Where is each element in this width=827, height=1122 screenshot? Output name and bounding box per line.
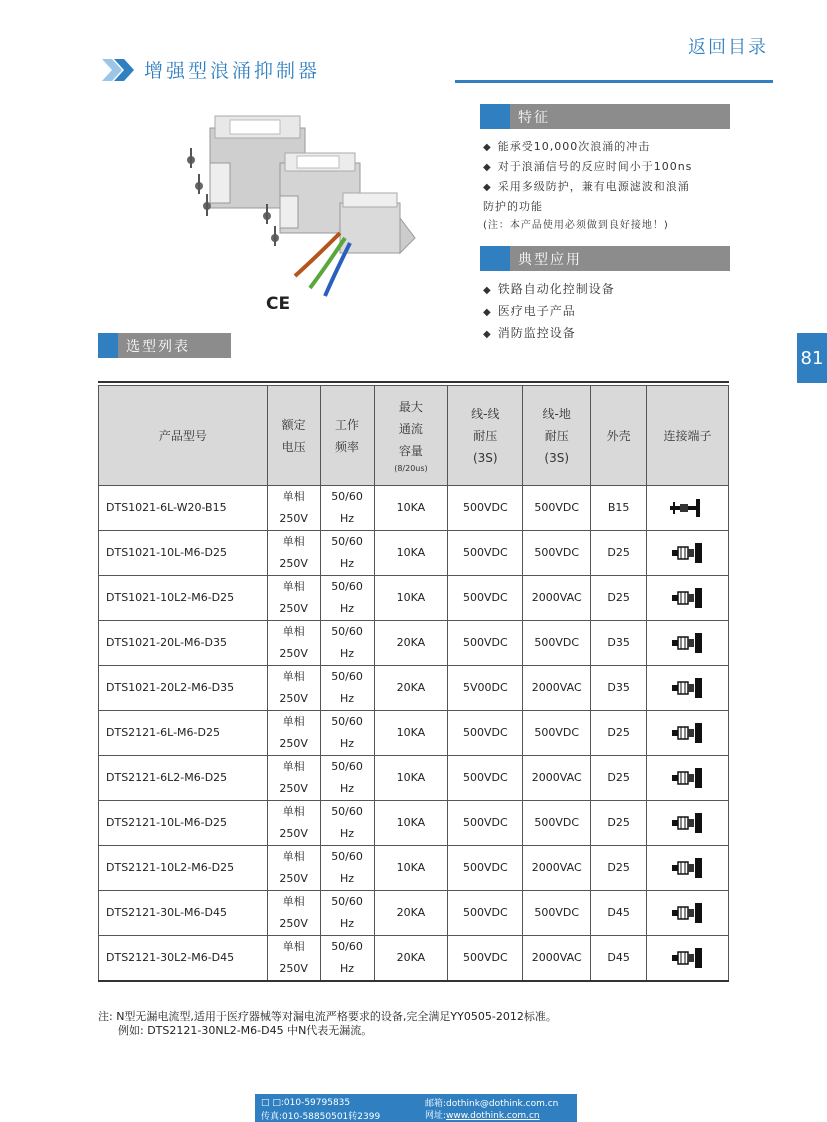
cell-voltage: 单相 250V [267, 936, 320, 982]
footnote-line: 注: N型无漏电流型,适用于医疗器械等对漏电流严格要求的设备,完全满足YY0505-2012标准。 [98, 1010, 557, 1023]
table-row [99, 846, 729, 891]
table-row [99, 486, 729, 531]
cell-line-line: 500VDC [448, 846, 523, 891]
cell-case: B15 [591, 486, 647, 531]
cell-voltage: 单相 250V [267, 891, 320, 936]
cell-case: D25 [591, 711, 647, 756]
table-row [99, 756, 729, 801]
table-header-row [99, 386, 729, 486]
cell-voltage: 单相 250V [267, 846, 320, 891]
cell-capacity: 20KA [374, 891, 448, 936]
bolt-terminal-icon [668, 856, 708, 880]
cell-case: D35 [591, 666, 647, 711]
cell-model: DTS1021-20L2-M6-D35 [99, 666, 268, 711]
table-row [99, 576, 729, 621]
features-heading-bar [480, 104, 730, 129]
cell-terminal [647, 486, 729, 531]
cell-terminal [647, 711, 729, 756]
cell-model: DTS2121-30L2-M6-D45 [99, 936, 268, 982]
list-item: ◆ 铁路自动化控制设备 [483, 279, 615, 301]
cell-line-line: 500VDC [448, 711, 523, 756]
cell-capacity: 10KA [374, 756, 448, 801]
cell-line-ground: 2000VAC [523, 846, 591, 891]
page-number-tab: 81 [797, 333, 827, 383]
cell-terminal [647, 801, 729, 846]
cell-line-ground: 2000VAC [523, 756, 591, 801]
bolt-terminal-icon [668, 676, 708, 700]
cell-capacity: 20KA [374, 666, 448, 711]
footnote-example: 例如: DTS2121-30NL2-M6-D45 中N代表无漏流。 [118, 1024, 373, 1037]
cell-capacity: 10KA [374, 486, 448, 531]
cell-capacity: 10KA [374, 576, 448, 621]
cell-line-ground: 500VDC [523, 486, 591, 531]
cell-model: DTS1021-10L-M6-D25 [99, 531, 268, 576]
table-row [99, 711, 729, 756]
bolt-terminal-icon [668, 811, 708, 835]
list-item: ◆ 对于浪涌信号的反应时间小于100ns [483, 157, 733, 177]
col-header-line-line: 线-线 耐压 (3S) [448, 386, 523, 486]
ce-mark: CE [266, 294, 291, 314]
cell-frequency: 50/60 Hz [320, 891, 374, 936]
cell-line-line: 5V00DC [448, 666, 523, 711]
page-title-group [102, 56, 320, 83]
website-link[interactable]: www.dothink.com.cn [446, 1111, 540, 1121]
cell-voltage: 单相 250V [267, 486, 320, 531]
spec-table [98, 385, 729, 982]
cell-frequency: 50/60 Hz [320, 846, 374, 891]
phone-text: □ □:010-59795835 [261, 1098, 351, 1108]
email-text: 邮箱:dothink@dothink.com.cn [425, 1099, 559, 1109]
cell-line-line: 500VDC [448, 891, 523, 936]
bolt-terminal-icon [668, 721, 708, 745]
cell-line-ground: 500VDC [523, 891, 591, 936]
list-item: ◆ 采用多级防护，兼有电源滤波和浪涌 [483, 177, 733, 197]
bolt-terminal-icon [668, 586, 708, 610]
features-list [483, 137, 733, 235]
page-title: 增强型浪涌抑制器 [144, 60, 321, 82]
cell-line-line: 500VDC [448, 576, 523, 621]
fax-text: 传真:010-58850501转2399 [261, 1112, 381, 1122]
cell-capacity: 10KA [374, 531, 448, 576]
cell-case: D25 [591, 846, 647, 891]
heading-accent [98, 333, 118, 358]
applications-list [483, 279, 615, 345]
cell-model: DTS2121-6L-M6-D25 [99, 711, 268, 756]
cell-line-ground: 500VDC [523, 531, 591, 576]
cell-capacity: 10KA [374, 846, 448, 891]
bolt-terminal-icon [668, 946, 708, 970]
wire-terminal-icon [668, 496, 708, 520]
cell-line-ground: 500VDC [523, 621, 591, 666]
bolt-terminal-icon [668, 766, 708, 790]
list-item: ◆ 能承受10,000次浪涌的冲击 [483, 137, 733, 157]
cell-model: DTS1021-20L-M6-D35 [99, 621, 268, 666]
col-header-frequency: 工作 频率 [320, 386, 374, 486]
cell-case: D25 [591, 756, 647, 801]
cell-line-ground: 2000VAC [523, 666, 591, 711]
cell-terminal [647, 621, 729, 666]
cell-case: D25 [591, 576, 647, 621]
cell-voltage: 单相 250V [267, 801, 320, 846]
cell-case: D25 [591, 531, 647, 576]
cell-frequency: 50/60 Hz [320, 576, 374, 621]
cell-voltage: 单相 250V [267, 621, 320, 666]
cell-case: D35 [591, 621, 647, 666]
table-row [99, 891, 729, 936]
cell-line-line: 500VDC [448, 756, 523, 801]
col-header-terminal: 连接端子 [647, 386, 729, 486]
features-heading: 特征 [518, 109, 550, 126]
cell-frequency: 50/60 Hz [320, 756, 374, 801]
cell-model: DTS2121-6L2-M6-D25 [99, 756, 268, 801]
applications-heading-bar [480, 246, 730, 271]
cell-terminal [647, 666, 729, 711]
cell-capacity: 20KA [374, 936, 448, 982]
product-photo [175, 108, 425, 298]
cell-terminal [647, 891, 729, 936]
cell-case: D25 [591, 801, 647, 846]
cell-frequency: 50/60 Hz [320, 531, 374, 576]
cell-capacity: 10KA [374, 711, 448, 756]
cell-line-ground: 500VDC [523, 801, 591, 846]
back-to-contents-link[interactable]: 返回目录 [688, 37, 768, 58]
cell-frequency: 50/60 Hz [320, 711, 374, 756]
col-header-model: 产品型号 [99, 386, 268, 486]
col-header-case: 外壳 [591, 386, 647, 486]
cell-voltage: 单相 250V [267, 756, 320, 801]
website-text: 网址:www.dothink.com.cn [425, 1111, 540, 1121]
cell-frequency: 50/60 Hz [320, 621, 374, 666]
col-header-voltage: 额定 电压 [267, 386, 320, 486]
table-top-rule [98, 381, 729, 383]
cell-capacity: 20KA [374, 621, 448, 666]
contact-footer [255, 1094, 577, 1122]
table-row [99, 666, 729, 711]
table-row [99, 936, 729, 982]
cell-line-ground: 2000VAC [523, 936, 591, 982]
bolt-terminal-icon [668, 541, 708, 565]
cell-terminal [647, 846, 729, 891]
cell-model: DTS1021-10L2-M6-D25 [99, 576, 268, 621]
heading-accent [480, 104, 510, 129]
table-row [99, 801, 729, 846]
title-divider [455, 80, 773, 83]
bolt-terminal-icon [668, 901, 708, 925]
cell-terminal [647, 576, 729, 621]
cell-voltage: 单相 250V [267, 531, 320, 576]
cell-voltage: 单相 250V [267, 576, 320, 621]
table-row [99, 531, 729, 576]
col-header-line-ground: 线-地 耐压 (3S) [523, 386, 591, 486]
cell-line-line: 500VDC [448, 801, 523, 846]
cell-terminal [647, 531, 729, 576]
cell-voltage: 单相 250V [267, 711, 320, 756]
cell-frequency: 50/60 Hz [320, 936, 374, 982]
applications-heading: 典型应用 [518, 251, 582, 268]
list-item-continued: 防护的功能 [483, 200, 543, 213]
cell-line-ground: 2000VAC [523, 576, 591, 621]
features-note: (注：本产品使用必须做到良好接地！) [483, 220, 669, 231]
table-row [99, 621, 729, 666]
cell-terminal [647, 936, 729, 982]
cell-line-line: 500VDC [448, 531, 523, 576]
cell-model: DTS2121-30L-M6-D45 [99, 891, 268, 936]
list-item: ◆ 消防监控设备 [483, 323, 615, 345]
selection-heading-bar [98, 333, 231, 358]
cell-terminal [647, 756, 729, 801]
footnote [98, 1010, 557, 1038]
cell-voltage: 单相 250V [267, 666, 320, 711]
selection-heading: 选型列表 [126, 338, 190, 355]
list-item: ◆ 医疗电子产品 [483, 301, 615, 323]
bolt-terminal-icon [668, 631, 708, 655]
cell-capacity: 10KA [374, 801, 448, 846]
cell-case: D45 [591, 891, 647, 936]
cell-frequency: 50/60 Hz [320, 801, 374, 846]
cell-line-line: 500VDC [448, 936, 523, 982]
cell-model: DTS2121-10L2-M6-D25 [99, 846, 268, 891]
cell-line-line: 500VDC [448, 486, 523, 531]
cell-model: DTS1021-6L-W20-B15 [99, 486, 268, 531]
col-header-capacity: 最大 通流 容量 (8/20us) [374, 386, 448, 486]
cell-case: D45 [591, 936, 647, 982]
cell-line-line: 500VDC [448, 621, 523, 666]
cell-frequency: 50/60 Hz [320, 666, 374, 711]
cell-line-ground: 500VDC [523, 711, 591, 756]
cell-frequency: 50/60 Hz [320, 486, 374, 531]
cell-model: DTS2121-10L-M6-D25 [99, 801, 268, 846]
double-chevron-icon [102, 59, 136, 81]
heading-accent [480, 246, 510, 271]
